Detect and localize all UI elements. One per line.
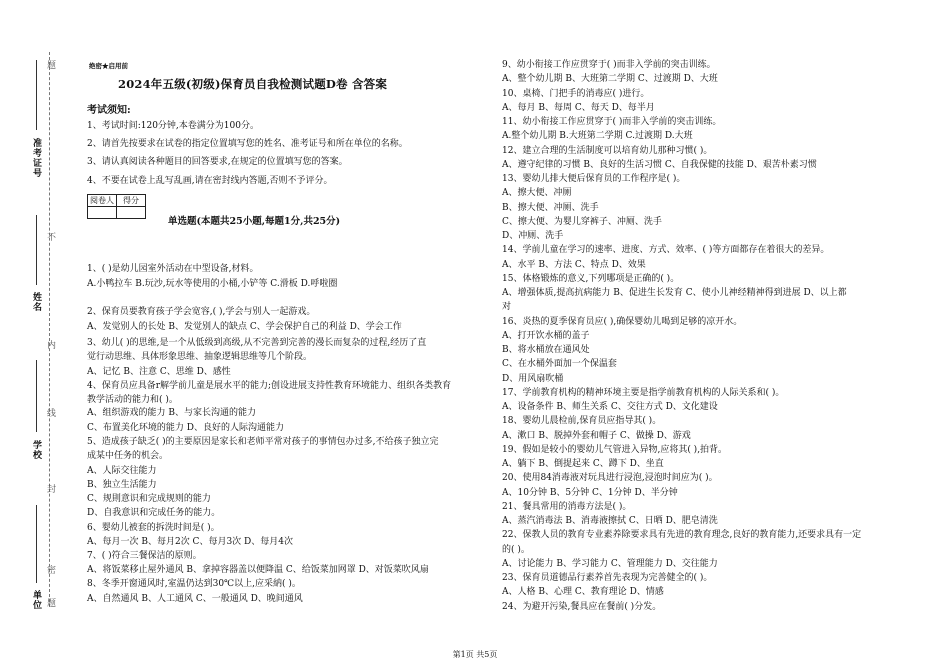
question-line: D、用风扇吹桶 bbox=[502, 373, 564, 384]
instructions-heading: 考试须知: bbox=[87, 105, 131, 116]
question-line: 18、婴幼儿晨检前,保育员应指导其( )。 bbox=[502, 416, 662, 427]
score-cell[interactable] bbox=[117, 207, 146, 219]
instruction-item: 2、请首先按要求在试卷的指定位置填写您的姓名、准考证号和所在单位的名称。 bbox=[87, 139, 408, 149]
question-line: B、擦大便、冲厕、洗手 bbox=[502, 202, 599, 213]
question-line: 4、保育员应具备r解学前儿童是展水平的能力;创设进展支持性教育环境能力、组织各类教育 bbox=[87, 381, 452, 391]
question-line: 11、幼小衔接工作应贯穿于( )而非入学前的突击训练。 bbox=[502, 117, 722, 127]
question-line: 6、婴幼儿被套的拆洗时间是( )。 bbox=[87, 523, 220, 533]
question-line: A、将饭菜移止屋外通风 B、拿掉容器盖以便降温 C、给饭菜加网罩 D、对饭菜吹风扇 bbox=[87, 565, 429, 575]
binding-label-school: 学校 bbox=[31, 440, 41, 460]
question-line: 21、餐具常用的消毒方法是( )。 bbox=[502, 501, 632, 512]
question-line: A、组织游戏的能力 B、与家长沟通的能力 bbox=[87, 408, 256, 418]
unit-field[interactable] bbox=[36, 505, 37, 583]
question-line: 15、体格锻炼的意义,下列哪项是正确的( )。 bbox=[502, 273, 680, 284]
question-line: 22、保教人员的教育专业素养除要求具有先进的教育理念,良好的教育能力,还要求具有一定 bbox=[502, 530, 862, 541]
binding-mark: 题 bbox=[45, 598, 55, 607]
school-field[interactable] bbox=[36, 360, 37, 432]
question-line: A.整个幼儿期 B.大班第二学期 C.过渡期 D.大班 bbox=[502, 131, 693, 142]
question-line: D、冲厕、洗手 bbox=[502, 231, 564, 241]
question-line: 成某中任务的机会。 bbox=[87, 451, 169, 461]
question-line: C、规則意识和完成规则的能力 bbox=[87, 494, 211, 504]
question-line: 教学活动的能力和( )。 bbox=[87, 395, 178, 405]
score-box bbox=[87, 194, 146, 219]
page-number: 第1页 共5页 bbox=[452, 650, 498, 659]
question-line: 1、( )是幼儿园室外活动在中型设备,材料。 bbox=[87, 264, 259, 274]
section-title: 单选题(本题共25小题,每题1分,共25分) bbox=[168, 216, 341, 227]
question-line: A、蒸汽消毒法 B、消毒液擦拭 C、日晒 D、肥皂清洗 bbox=[502, 516, 718, 526]
question-line: A、设备条件 B、师生关系 C、交往方式 D、文化建设 bbox=[502, 402, 718, 412]
question-line: A、擦大便、冲厕 bbox=[502, 188, 572, 199]
question-line: A、打开饮水桶的盖子 bbox=[502, 330, 590, 341]
question-line: A、人格 B、心理 C、教育理论 D、情感 bbox=[502, 587, 664, 598]
question-line: A、增强体质,提高抗病能力 B、促进生长发育 C、使小儿神经精神得到进展 D、以上都 bbox=[502, 288, 847, 298]
question-line: A、自然通风 B、人工通风 C、一般通风 D、晚间通风 bbox=[87, 594, 303, 604]
question-line: C、布置美化环境的能力 D、良好的人际沟通能力 bbox=[87, 423, 284, 433]
question-line: A、10分钟 B、5分钟 C、1分钟 D、半分钟 bbox=[502, 487, 678, 498]
page-title: 2024年五级(初级)保育员自我检测试题D卷 含答案 bbox=[118, 77, 388, 91]
seal-line bbox=[49, 52, 50, 607]
question-line: A、躺下 B、倒提起来 C、蹲下 D、坐直 bbox=[502, 459, 664, 469]
question-line: A、整个幼儿期 B、大班第二学期 C、过渡期 D、大班 bbox=[502, 74, 718, 85]
question-line: 觉行动思维、具体形象思维、抽象逻辑思维等几个阶段。 bbox=[87, 352, 313, 362]
question-line: 16、炎热的夏季保育员应( ),确保婴幼儿喝到足够的凉开水。 bbox=[502, 316, 743, 327]
question-line: A、人际交往能力 bbox=[87, 466, 157, 476]
binding-mark: 密 bbox=[45, 565, 55, 574]
binding-label-unit: 单位 bbox=[31, 590, 41, 610]
binding-mark: 不 bbox=[45, 232, 55, 241]
reviewer-cell[interactable] bbox=[88, 207, 117, 219]
reviewer-label: 阅卷人 bbox=[88, 195, 117, 207]
question-line: 7、( )符合三餐保洁的原则。 bbox=[87, 551, 202, 561]
question-line: 17、学前教育机构的精神环境主要是指学前教育机构的人际关系和( )。 bbox=[502, 387, 785, 398]
question-line: 的( )。 bbox=[502, 544, 530, 555]
question-line: D、自我意识和完成任务的能力。 bbox=[87, 508, 221, 518]
secret-mark: 绝密★启用前 bbox=[89, 62, 128, 70]
binding-mark: 内 bbox=[45, 340, 55, 349]
binding-strip bbox=[0, 0, 72, 671]
question-line: 19、假如是较小的婴幼儿气管进入异物,应将其( ),拍背。 bbox=[502, 444, 728, 455]
question-line: C、在水桶外面加一个保温套 bbox=[502, 359, 617, 370]
question-line: 13、婴幼儿排大便后保育员的工作程序是( )。 bbox=[502, 174, 686, 184]
question-line: 14、学前儿童在学习的速率、进度、方式、效率、( )等方面都存在着很大的差异。 bbox=[502, 245, 830, 256]
binding-label-name: 姓名 bbox=[31, 292, 41, 312]
instruction-item: 3、请认真阅读各种题目的回答要求,在规定的位置填写您的答案。 bbox=[87, 157, 348, 167]
instruction-item: 1、考试时间:120分钟,本卷满分为100分。 bbox=[87, 121, 259, 131]
instruction-item: 4、不要在试卷上乱写乱画,请在密封线内答题,否则不予评分。 bbox=[87, 176, 333, 186]
question-line: A、发觉别人的长处 B、发觉别人的缺点 C、学会保护自己的利益 D、学会工作 bbox=[87, 322, 402, 332]
question-line: 5、造成孩子缺乏( )的主要原因是家长和老师平常对孩子的事情包办过多,不给孩子独立完 bbox=[87, 437, 439, 447]
question-line: A、讨论能力 B、学习能力 C、管理能力 D、交往能力 bbox=[502, 558, 718, 569]
exam-number-field[interactable] bbox=[36, 60, 37, 130]
question-line: A、遵守纪律的习惯 B、良好的生活习惯 C、自我保健的技能 D、艰苦朴素习惯 bbox=[502, 159, 817, 170]
binding-label-exam-number: 准考证号 bbox=[31, 138, 41, 178]
question-line: A、记忆 B、注意 C、思维 D、感性 bbox=[87, 367, 231, 377]
question-line: A、水平 B、方法 C、特点 D、效果 bbox=[502, 259, 646, 270]
question-line: A、漱口 B、脱掉外套和帽子 C、做操 D、游戏 bbox=[502, 430, 691, 441]
question-line: 12、建立合理的生活制度可以培育幼儿那种习惯( )。 bbox=[502, 145, 713, 156]
score-label: 得分 bbox=[117, 195, 146, 207]
question-line: 9、幼小衔接工作应贯穿于( )而非入学前的突击训练。 bbox=[502, 60, 716, 70]
binding-mark: 题 bbox=[45, 60, 55, 69]
question-line: 对 bbox=[502, 302, 512, 313]
binding-mark: 封 bbox=[45, 484, 55, 493]
question-line: 24、为避开污染,餐具应在餐前( )分发。 bbox=[502, 601, 662, 612]
question-line: 3、幼儿( )的思维,是一个从低级到高级,从不完善到完善的漫长而复杂的过程,经历了直 bbox=[87, 338, 427, 348]
question-line: B、独立生活能力 bbox=[87, 480, 157, 490]
question-line: A.小鸭拉车 B.玩沙,玩水等使用的小桶,小铲等 C.滑板 D.呼啦圈 bbox=[87, 279, 338, 289]
question-line: 8、冬季开窗通风时,室温仍达到30℃以上,应采納( )。 bbox=[87, 579, 301, 589]
question-line: A、每月 B、每周 C、每天 D、每半月 bbox=[502, 102, 655, 113]
binding-mark: 线 bbox=[45, 408, 55, 417]
question-line: 10、桌椅、门把手的消毒应( )进行。 bbox=[502, 88, 650, 99]
question-line: A、每月一次 B、每月2次 C、每月3次 D、每月4次 bbox=[87, 537, 293, 547]
question-line: 23、保育员道德品行素养首先表现为完善健全的( )。 bbox=[502, 573, 713, 583]
name-field[interactable] bbox=[36, 215, 37, 285]
question-line: C、擦大便、为婴儿穿裤子、冲厕、洗手 bbox=[502, 216, 662, 227]
question-line: 2、保育员要教育孩子学会宽容,( ),学会与别人一起游戏。 bbox=[87, 307, 316, 317]
question-line: 20、使用84消毒液对玩具进行浸泡,浸泡时间应为( )。 bbox=[502, 473, 718, 484]
question-line: B、将水桶放在通风处 bbox=[502, 345, 590, 355]
